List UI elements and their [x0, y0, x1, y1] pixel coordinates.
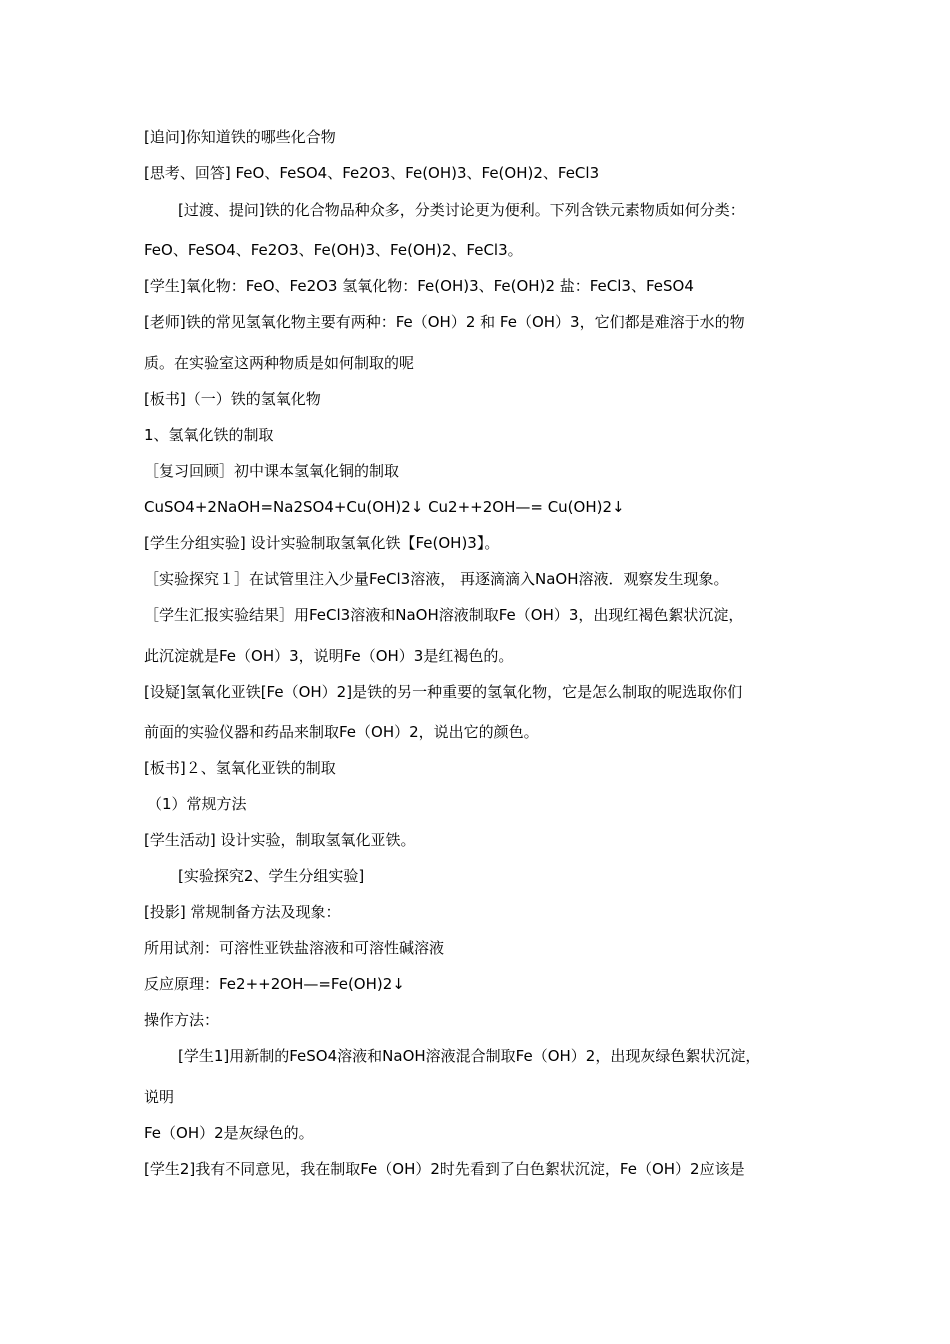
text-line: [过渡、提问]铁的化合物品种众多，分类讨论更为便利。下列含铁元素物质如何分类： — [178, 201, 745, 219]
text-line: （1）常规方法 — [147, 795, 247, 813]
text-line: CuSO4+2NaOH=Na2SO4+Cu(OH)2↓ Cu2++2OH—= Cu(OH)2↓ — [144, 498, 625, 516]
text-line: 质。在实验室这两种物质是如何制取的呢 — [144, 354, 415, 372]
text-line: [思考、回答] FeO、FeSO4、Fe2O3、Fe(OH)3、Fe(OH)2、FeCl3 — [144, 164, 600, 182]
text-line: 说明 — [144, 1088, 175, 1106]
text-line: [学生]氧化物：FeO、Fe2O3 氢氧化物：Fe(OH)3、Fe(OH)2 盐：FeCl3、FeSO4 — [144, 277, 694, 295]
text-line: 1、氢氧化铁的制取 — [144, 426, 274, 444]
text-line: [老师]铁的常见氢氧化物主要有两种：Fe（OH）2 和 Fe（OH）3，它们都是难溶于水的物 — [144, 313, 745, 331]
text-line: ［复习回顾］初中课本氢氧化铜的制取 — [144, 462, 400, 480]
text-line: ［学生汇报实验结果］用FeCl3溶液和NaOH溶液制取Fe（OH）3，出现红褐色絮状沉淀， — [144, 606, 744, 624]
text-line: [板书]２、氢氧化亚铁的制取 — [144, 759, 336, 777]
text-line: [板书]（一）铁的氢氧化物 — [144, 390, 321, 408]
text-line: [学生分组实验] 设计实验制取氢氧化铁【Fe(OH)3】。 — [144, 534, 500, 552]
text-line: [设疑]氢氧化亚铁[Fe（OH）2]是铁的另一种重要的氢氧化物，它是怎么制取的呢选取你们 — [144, 683, 743, 701]
text-line: 前面的实验仪器和药品来制取Fe（OH）2，说出它的颜色。 — [144, 723, 539, 741]
text-line: [学生活动] 设计实验，制取氢氧化亚铁。 — [144, 831, 416, 849]
text-line: Fe（OH）2是灰绿色的。 — [144, 1124, 314, 1142]
text-line: 操作方法： — [144, 1011, 220, 1029]
text-line: 此沉淀就是Fe（OH）3，说明Fe（OH）3是红褐色的。 — [144, 647, 514, 665]
text-line: [投影] 常规制备方法及现象： — [144, 903, 341, 921]
text-line: [学生2]我有不同意见，我在制取Fe（OH）2时先看到了白色絮状沉淀，Fe（OH）2应该是 — [144, 1160, 745, 1178]
text-line: ［实验探究１］在试管里注入少量FeCl3溶液， 再逐滴滴入NaOH溶液．观察发生现象。 — [144, 570, 729, 588]
text-line: FeO、FeSO4、Fe2O3、Fe(OH)3、Fe(OH)2、FeCl3。 — [144, 241, 523, 259]
text-line: [学生1]用新制的FeSO4溶液和NaOH溶液混合制取Fe（OH）2，出现灰绿色絮状沉淀， — [178, 1047, 761, 1065]
text-line: [实验探究2、学生分组实验] — [178, 867, 365, 885]
text-line: 所用试剂：可溶性亚铁盐溶液和可溶性碱溶液 — [144, 939, 445, 957]
text-line: 反应原理：Fe2++2OH—=Fe(OH)2↓ — [144, 975, 405, 993]
text-line: [追问]你知道铁的哪些化合物 — [144, 128, 336, 146]
